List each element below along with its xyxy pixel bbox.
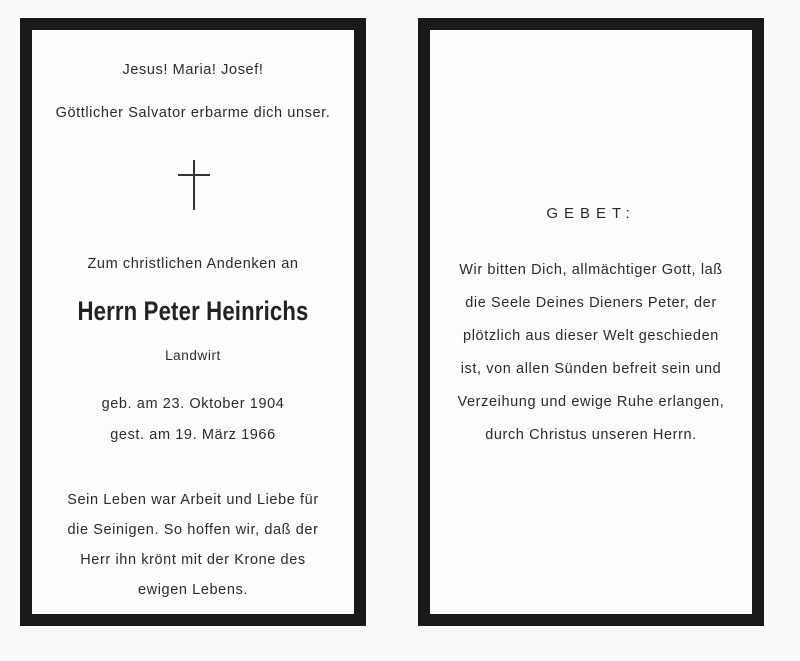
- cross-icon: [178, 160, 212, 210]
- invocation-text: Jesus! Maria! Josef!: [122, 62, 264, 78]
- prayer-line: Wir bitten Dich, allmächtiger Gott, laß: [459, 262, 723, 278]
- epitaph-line: ewigen Lebens.: [138, 582, 248, 598]
- prayer-heading: GEBET:: [546, 205, 636, 222]
- deceased-occupation: Landwirt: [165, 348, 221, 363]
- death-date: gest. am 19. März 1966: [110, 427, 276, 443]
- prayer-line: plötzlich aus dieser Welt geschieden: [463, 328, 719, 344]
- prayer-line: die Seele Deines Dieners Peter, der: [465, 295, 717, 311]
- memorial-intro: Zum christlichen Andenken an: [87, 256, 299, 272]
- epitaph-line: die Seinigen. So hoffen wir, daß der: [67, 522, 319, 538]
- epitaph-line: Herr ihn krönt mit der Krone des: [80, 552, 306, 568]
- epitaph-line: Sein Leben war Arbeit und Liebe für: [67, 492, 319, 508]
- memorial-card-front-content: [32, 30, 354, 614]
- prayer-line: durch Christus unseren Herrn.: [485, 427, 697, 443]
- birth-date: geb. am 23. Oktober 1904: [101, 396, 285, 412]
- salvator-prayer-line: Göttlicher Salvator erbarme dich unser.: [55, 105, 331, 121]
- memorial-card-front: [20, 18, 366, 626]
- prayer-line: ist, von allen Sünden befreit sein und: [460, 361, 722, 377]
- prayer-line: Verzeihung und ewige Ruhe erlangen,: [457, 394, 725, 410]
- deceased-name: Herrn Peter Heinrichs: [77, 296, 309, 326]
- memorial-card-back-content: [430, 30, 752, 614]
- memorial-card-back: [418, 18, 764, 626]
